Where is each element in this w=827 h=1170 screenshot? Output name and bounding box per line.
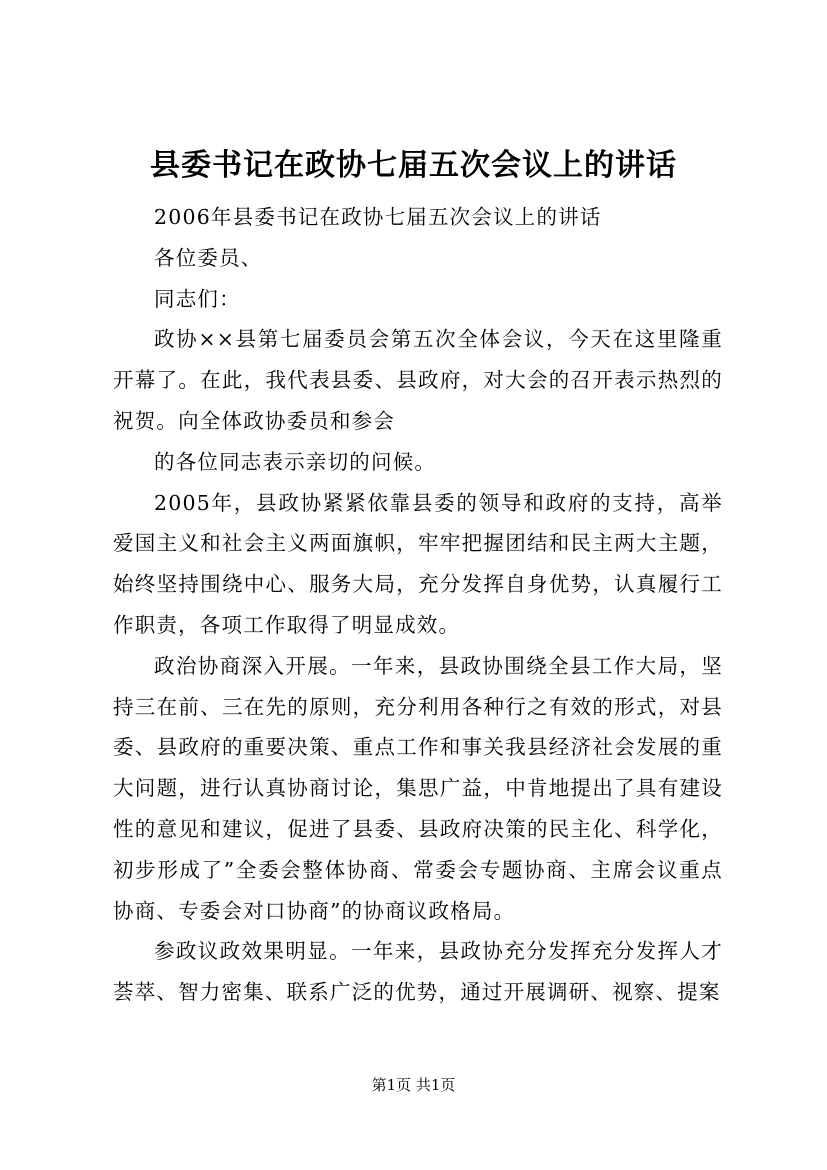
document-body (113, 197, 723, 1013)
document-title: 县委书记在政协七届五次会议上的讲话 (150, 148, 677, 183)
paragraph-2005-summary: 2005年，县政协紧紧依靠县委的领导和政府的支持，高举爱国主义和社会主义两面旗帜，牢牢把握团结和民主两大主题，始终坚持围绕中心、服务大局，充分发挥自身优势，认真履行工作职责，各项工作取得了明显成效。 (113, 490, 723, 637)
paragraph-opening: 政协××县第七届委员会第五次全体会议，今天在这里隆重开幕了。在此，我代表县委、县政府，对大会的召开表示热烈的祝贺。向全体政协委员和参会 (113, 327, 723, 433)
paragraph-political-consultation: 政治协商深入开展。一年来，县政协围绕全县工作大局，坚持三在前、三在先的原则，充分利用各种行之有效的形式，对县委、县政府的重要决策、重点工作和事关我县经济社会发展的重大问题，进行认真协商讨论，集思广益，中肯地提出了具有建设性的意见和建议，促进了县委、县政府决策的民主化、科学化，初步形成了”全委会整体协商、常委会专题协商、主席会议重点协商、专委会对口协商”的协商议政格局。 (113, 653, 723, 923)
paragraph-subtitle: 2006年县委书记在政协七届五次会议上的讲话 (154, 205, 602, 229)
paragraph-salutation-2: 同志们： (154, 286, 241, 311)
paragraph-salutation-1: 各位委员、 (154, 245, 263, 270)
page-footer: 第1页 共1页 (371, 1076, 456, 1094)
paragraph-greeting: 的各位同志表示亲切的问候。 (154, 449, 437, 474)
paragraph-participation: 参政议政效果明显。一年来，县政协充分发挥充分发挥人才荟萃、智力密集、联系广泛的优势，通过开展调研、视察、提案 (113, 939, 723, 1005)
